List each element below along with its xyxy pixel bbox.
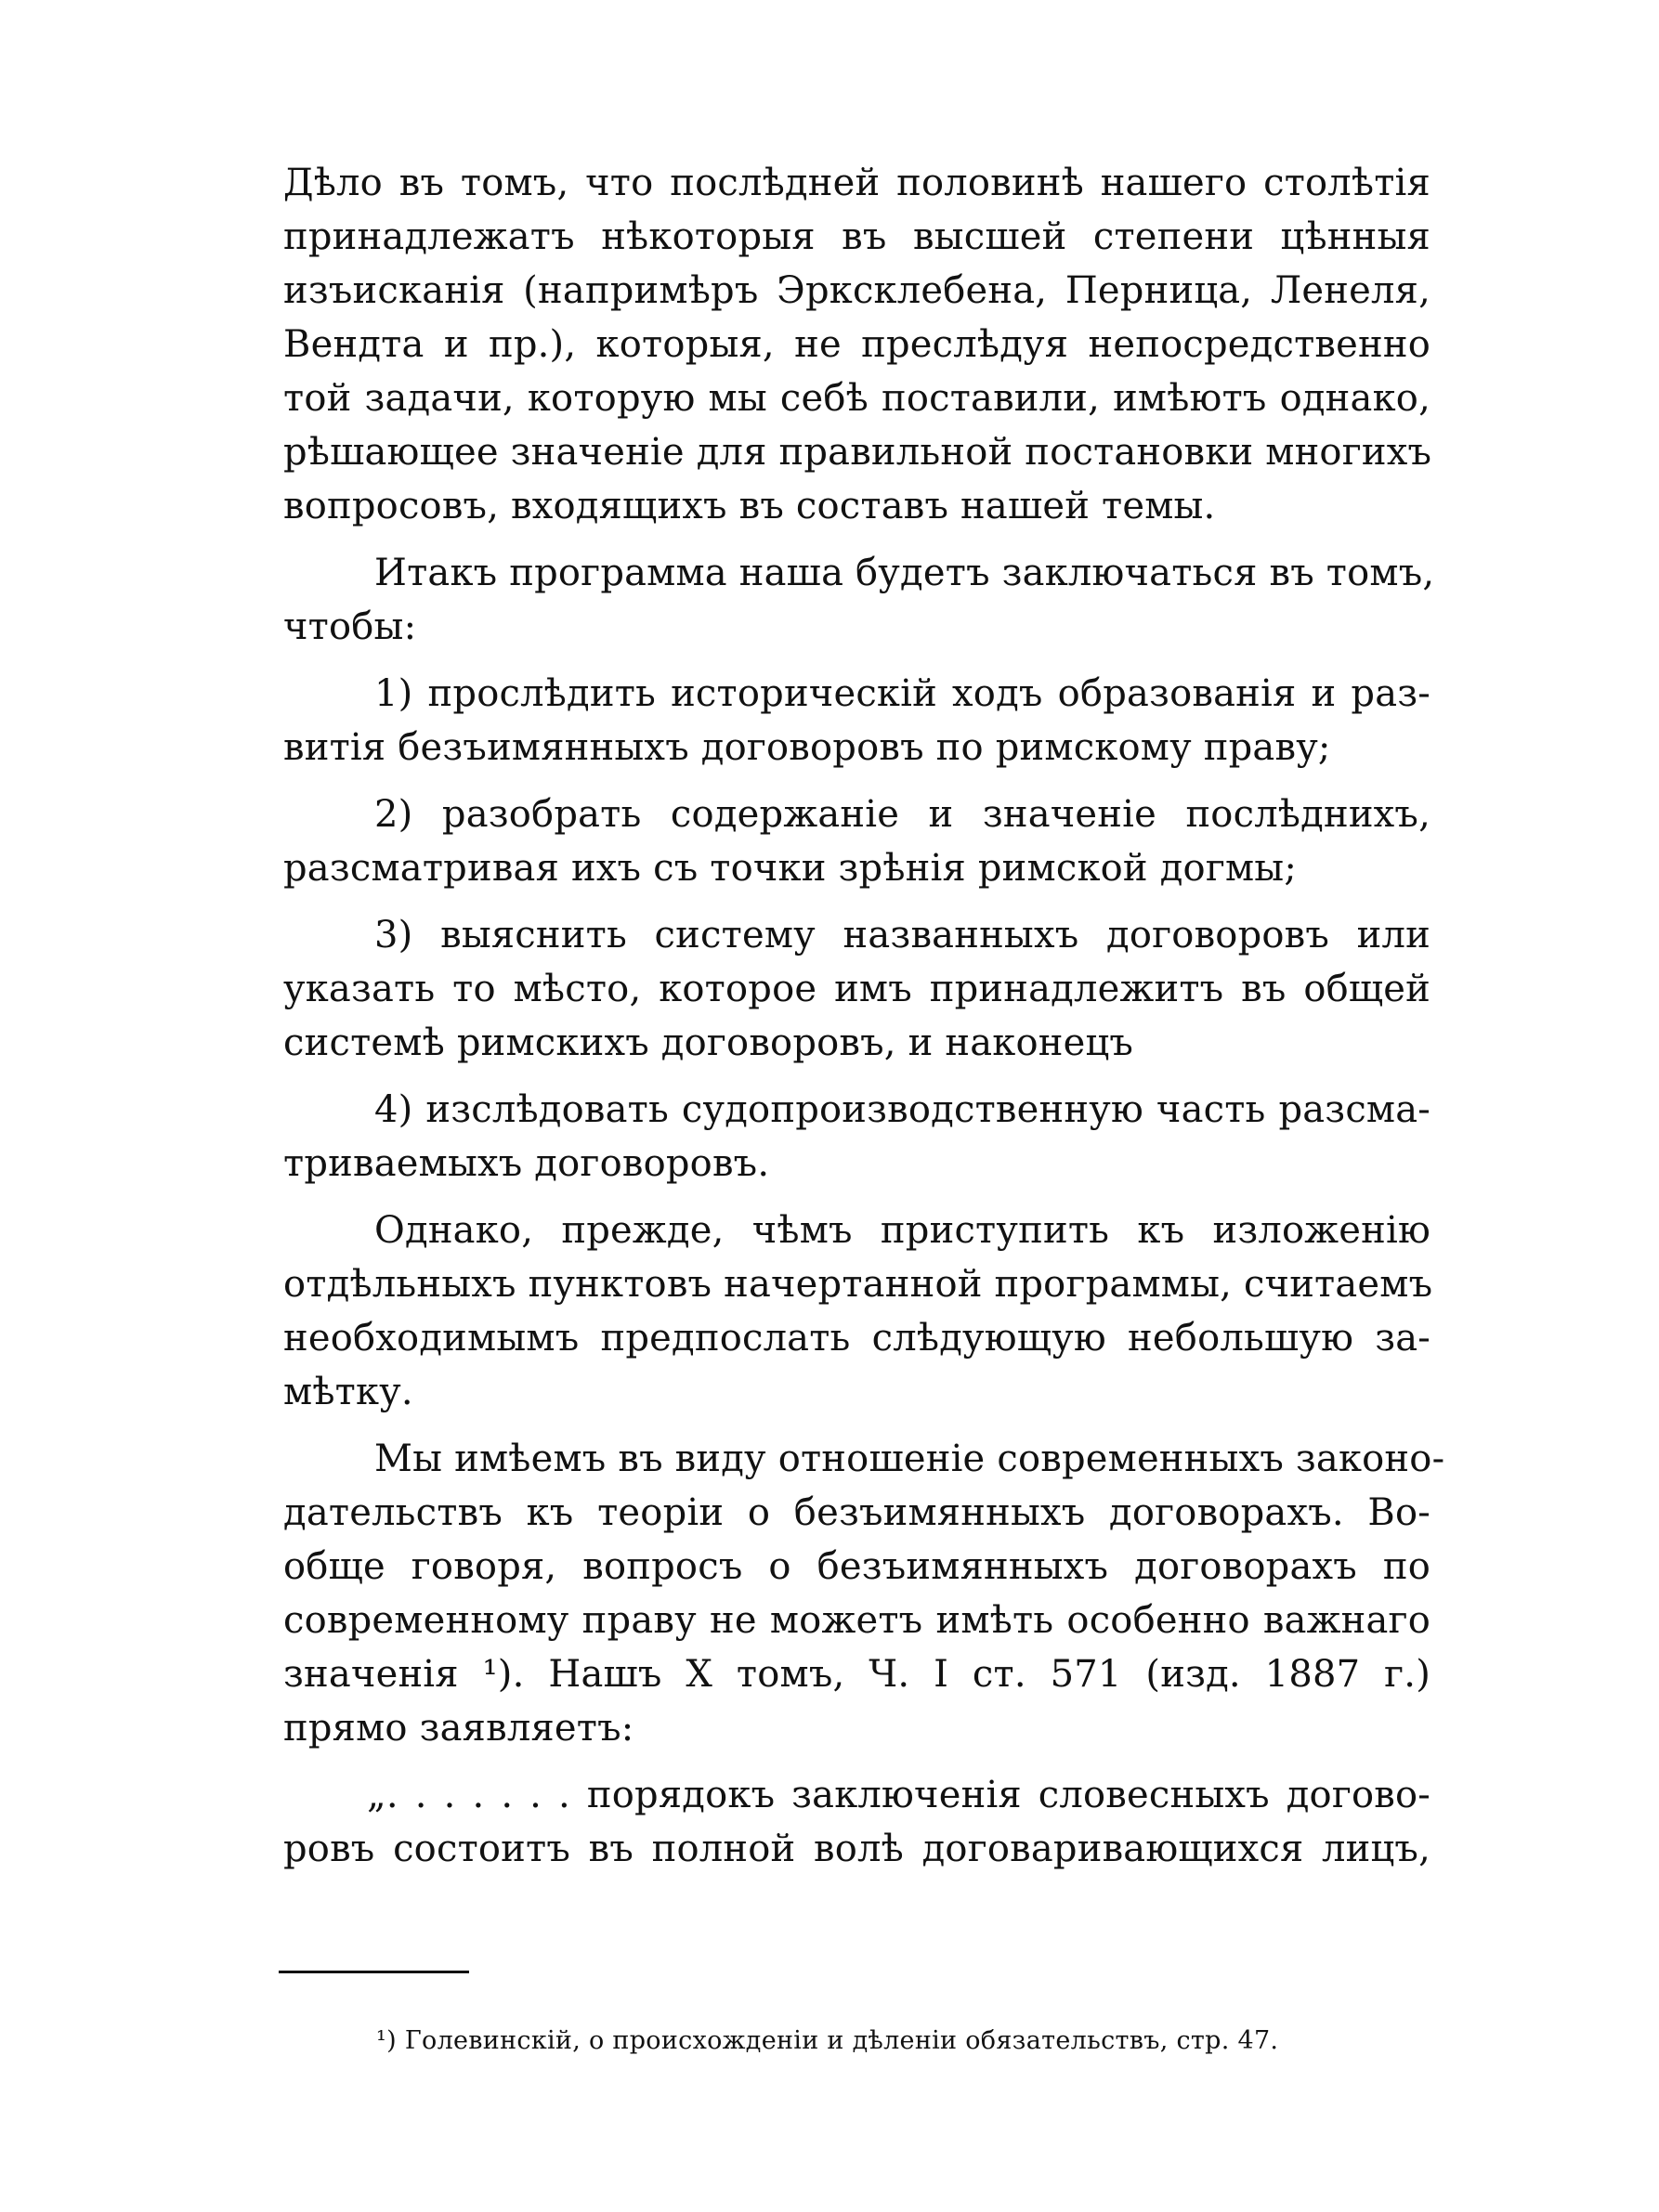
text-line: Однако, прежде, чѣмъ приступить къ изложенію bbox=[374, 1209, 1430, 1252]
text-line: дательствъ къ теоріи о безъимянныхъ договорахъ. Во- bbox=[283, 1491, 1430, 1534]
text-line: витія безъимянныхъ договоровъ по римскому праву; bbox=[283, 726, 1331, 769]
list-item-4 bbox=[283, 1083, 1430, 1191]
text-line: Дѣло въ томъ, что послѣдней половинѣ нашего столѣтія bbox=[283, 162, 1430, 204]
text-line: обще говоря, вопросъ о безъимянныхъ договорахъ по bbox=[283, 1545, 1430, 1588]
text-line: значенія ¹). Нашъ X томъ, Ч. I ст. 571 (изд. 1887 г.) bbox=[283, 1653, 1430, 1696]
list-item-2 bbox=[283, 787, 1430, 895]
text-line: Мы имѣемъ въ виду отношеніе современныхъ законо- bbox=[374, 1438, 1445, 1480]
text-line: вопросовъ, входящихъ въ составъ нашей темы. bbox=[283, 485, 1216, 527]
text-line: триваемыхъ договоровъ. bbox=[283, 1142, 770, 1185]
list-item-1 bbox=[283, 667, 1430, 774]
text-line: отдѣльныхъ пунктовъ начертанной программы, считаемъ bbox=[283, 1263, 1433, 1306]
paragraph-program bbox=[283, 546, 1435, 654]
text-line: изъисканія (напримѣръ Эрксклебена, Перница, Ленеля, bbox=[283, 269, 1430, 312]
text-line: прямо заявляетъ: bbox=[283, 1707, 634, 1750]
text-line: Итакъ программа наша будетъ заключаться въ томъ, bbox=[374, 552, 1435, 594]
text-line: чтобы: bbox=[283, 605, 417, 648]
quote-paragraph bbox=[283, 1768, 1430, 1876]
text-line: Вендта и пр.), которыя, не преслѣдуя непосредственно bbox=[283, 323, 1430, 366]
text-line: мѣтку. bbox=[283, 1371, 413, 1413]
text-line: „. . . . . . . порядокъ заключенія словесныхъ догово- bbox=[367, 1774, 1430, 1816]
text-line: 2) разобрать содержаніе и значеніе послѣднихъ, bbox=[374, 793, 1430, 836]
footnote-divider bbox=[279, 1971, 469, 1973]
text-line: 1) прослѣдить историческій ходъ образованія и раз- bbox=[374, 672, 1430, 715]
text-line: той задачи, которую мы себѣ поставили, имѣютъ однако, bbox=[283, 377, 1430, 420]
paragraph-note bbox=[283, 1204, 1433, 1419]
footnote: ¹) Голевинскій, о происхожденіи и дѣленіи обязательствъ, стр. 47. bbox=[376, 2026, 1279, 2055]
text-line: 3) выяснить систему названныхъ договоровъ или bbox=[374, 914, 1430, 956]
text-line: разсматривая ихъ съ точки зрѣнія римской догмы; bbox=[283, 847, 1298, 890]
text-line: 4) изслѣдовать судопроизводственную часть разсма- bbox=[374, 1088, 1430, 1131]
text-line: рѣшающее значеніе для правильной постановки многихъ bbox=[283, 431, 1432, 474]
text-line: системѣ римскихъ договоровъ, и наконецъ bbox=[283, 1021, 1134, 1064]
page-body bbox=[283, 156, 1445, 1889]
text-line: принадлежатъ нѣкоторыя въ высшей степени цѣнныя bbox=[283, 215, 1430, 258]
text-line: необходимымъ предпослать слѣдующую небольшую за- bbox=[283, 1317, 1430, 1360]
paragraph-legislation bbox=[283, 1432, 1445, 1755]
text-line: ровъ состоитъ въ полной волѣ договаривающихся лицъ, bbox=[283, 1828, 1430, 1870]
text-line: указать то мѣсто, которое имъ принадлежитъ въ общей bbox=[283, 968, 1430, 1010]
list-item-3 bbox=[283, 908, 1430, 1070]
text-line: современному праву не можетъ имѣть особенно важнаго bbox=[283, 1599, 1430, 1642]
paragraph-intro bbox=[283, 156, 1430, 533]
